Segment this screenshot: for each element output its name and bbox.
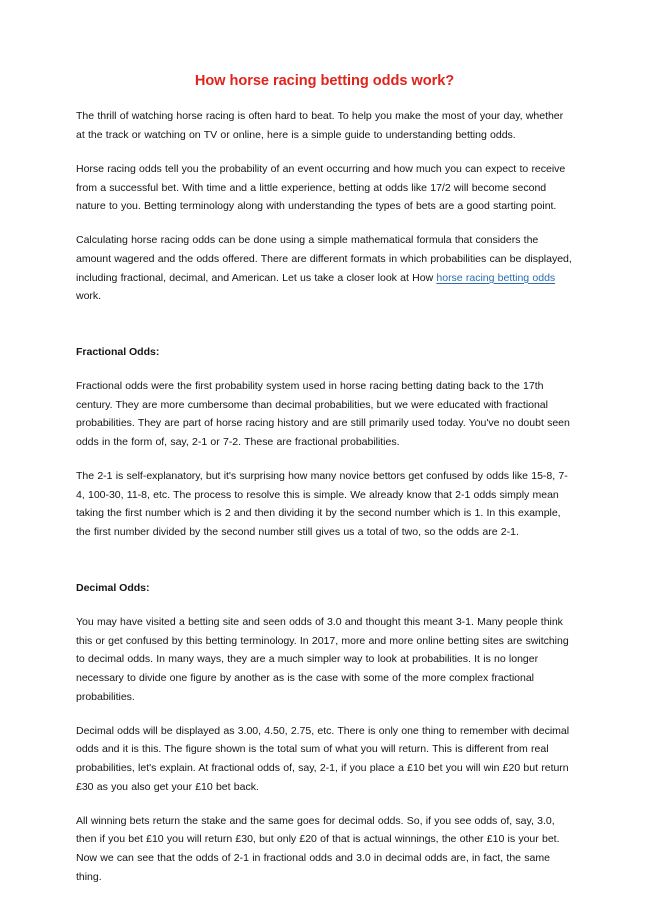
decimal-odds-paragraph-1: You may have visited a betting site and seen odds of 3.0 and thought this meant 3-1. Many people think this or get confused by this betting terminology. In 2017, more and more online betting sites are switching to decimal odds. In many ways, they are a much simpler way to look at probabilities. It is no longer necessary to divide one figure by another as is the case with some of the more complex fractional probabilities. [76,615,569,703]
link-paragraph-after-text: work. [76,290,102,303]
intro-paragraph-2: Horse racing odds tell you the probability of an event occurring and how much you can expect to receive from a successful bet. With time and a little experience, betting at odds like 17/2 will become second nature to you. Betting terminology along with understanding the types of bets are a good starting point. [76,162,566,213]
intro-paragraph-3 [76,231,573,306]
link-paragraph-before-text: Calculating horse racing odds can be done using a simple mathematical formula that considers the amount wagered and the odds offered. There are different formats in which probabilities can be displayed, including fractional, decimal, and American. Let us take a closer look at How [76,234,572,284]
fractional-odds-paragraph-1: Fractional odds were the first probability system used in horse racing betting dating back to the 17th century. They are more cumbersome than decimal probabilities, but we were educated with fractional probabilities. They are part of horse racing history and are still primarily used today. You've no doubt seen odds in the form of, say, 2-1 or 7-2. These are fractional probabilities. [76,379,570,449]
section-heading-decimal-odds: Decimal Odds: [76,582,150,595]
section-spacer-decimal [76,542,573,579]
section-spacer-fractional [76,306,573,343]
decimal-odds-paragraph-2: Decimal odds will be displayed as 3.00, 4.50, 2.75, etc. There is only one thing to remember with decimal odds and it is this. The figure shown is the total sum of what you will return. This is different from real probabilities, let's explain. At fractional odds of, say, 2-1, if you place a £10 bet you will win £20 but return £30 as you also get your £10 bet back. [76,724,570,793]
intro-paragraph-1: The thrill of watching horse racing is often hard to beat. To help you make the most of your day, whether at the track or watching on TV or online, here is a simple guide to understanding betting odds. [76,110,564,141]
horse-racing-betting-odds-link[interactable]: horse racing betting odds [436,271,556,284]
decimal-odds-paragraph-3: All winning bets return the stake and the same goes for decimal odds. So, if you see odds of, say, 3.0, then if you bet £10 you will return £30, but only £20 of that is actual winnings, the other £10 is your bet. Now we can see that the odds of 2-1 in fractional odds and 3.0 in decimal odds are, in fact, the same thing. [76,814,560,883]
section-heading-fractional-odds: Fractional Odds: [76,346,160,359]
fractional-odds-paragraph-2: The 2-1 is self-explanatory, but it's surprising how many novice bettors get confused by odds like 15-8, 7-4, 100-30, 11-8, etc. The process to resolve this is simple. We already know that 2-1 odds simply mean taking the first number which is 2 and then dividing it by the second number which is 1. In this example, the first number divided by the second number still gives us a total of two, so the odds are 2-1. [76,469,568,539]
page-title: How horse racing betting odds work? [194,73,455,89]
